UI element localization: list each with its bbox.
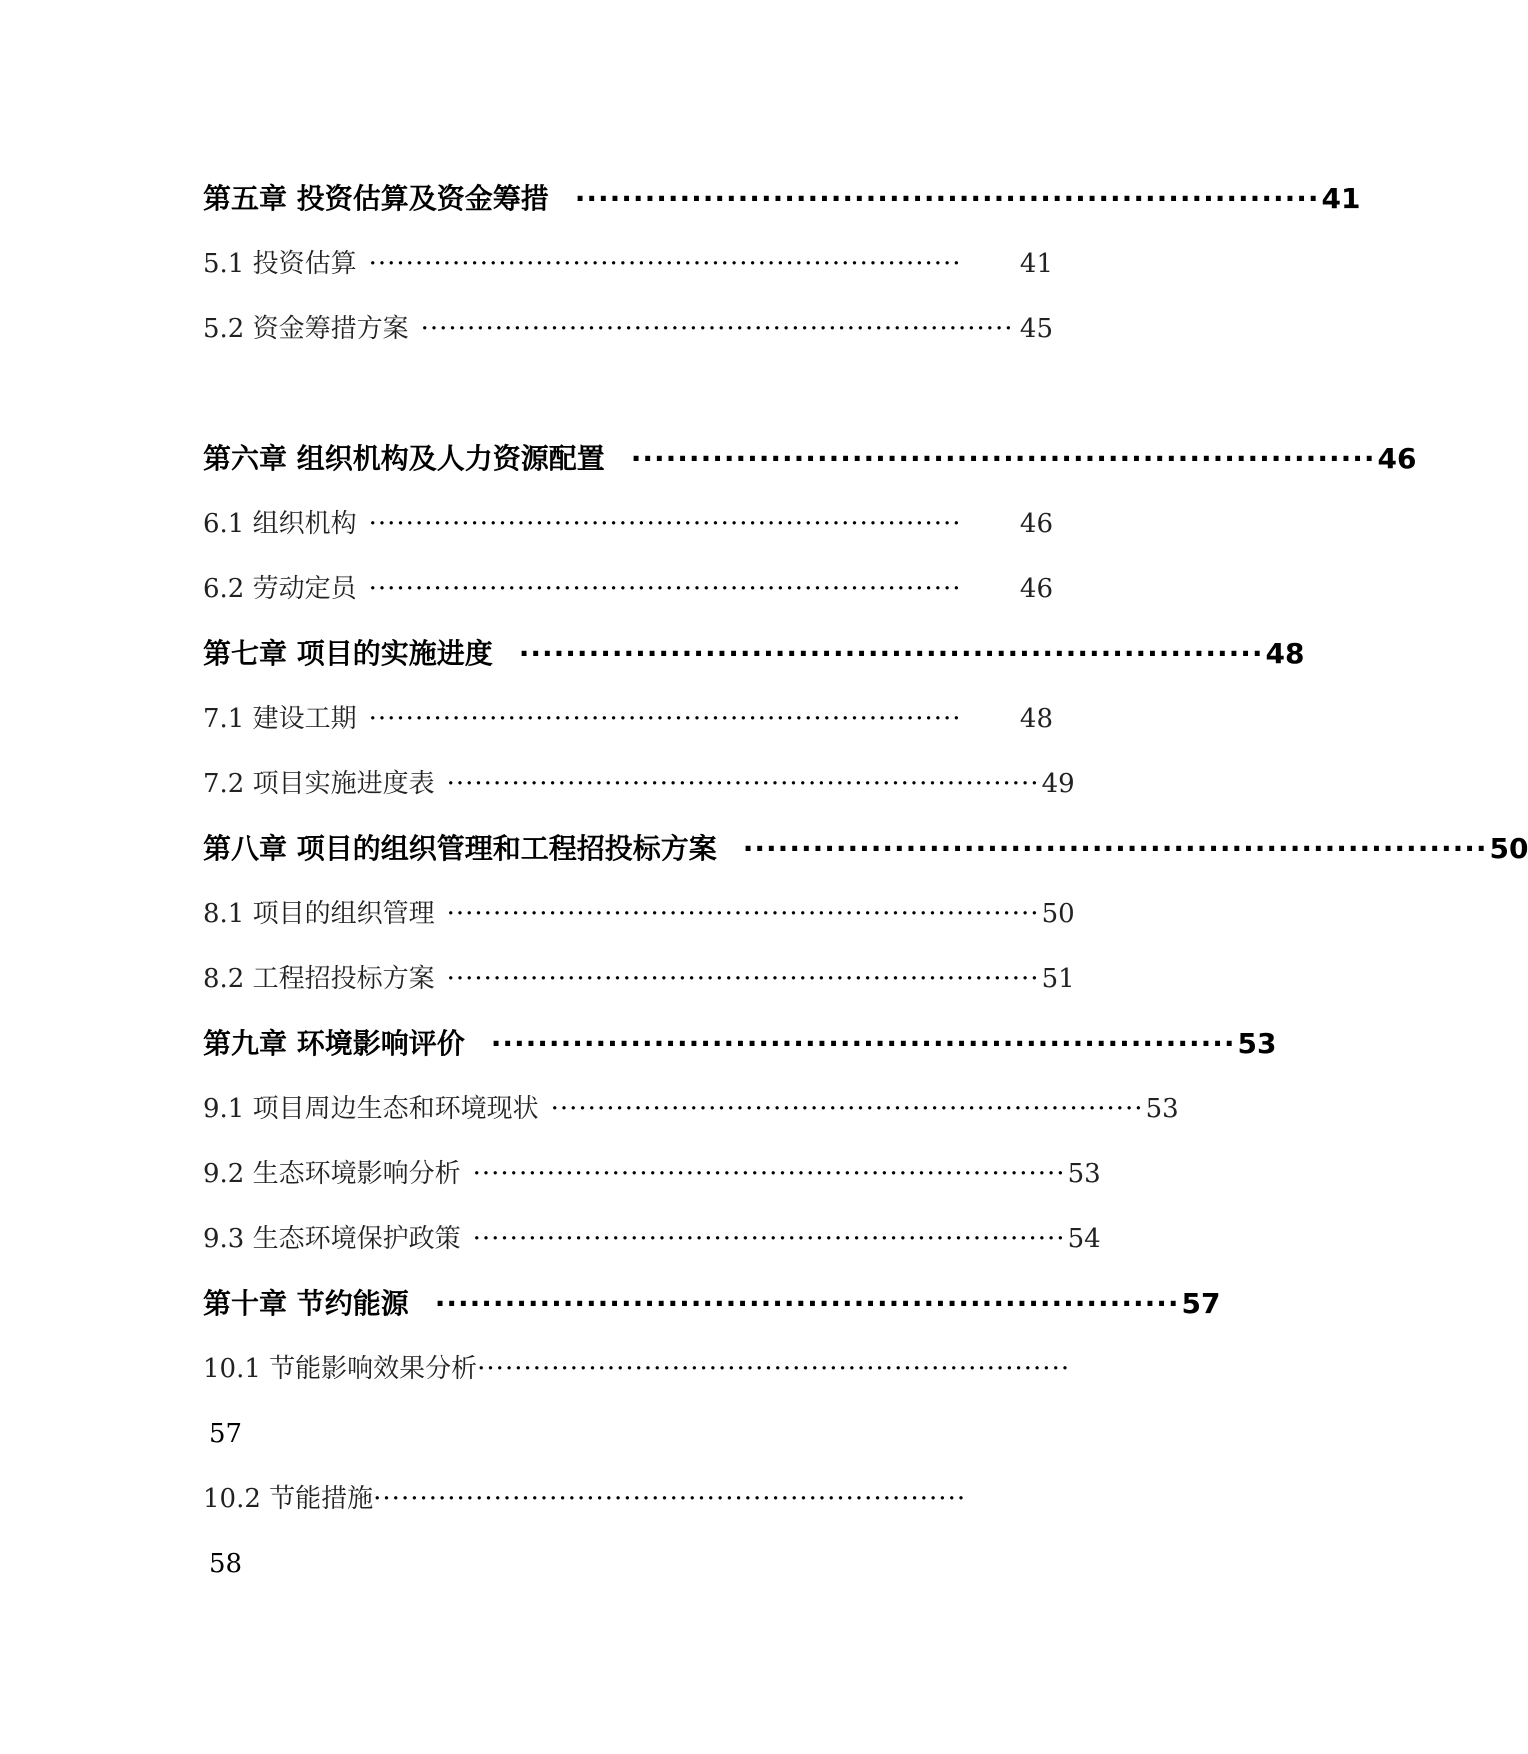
toc-entry-page: 45 xyxy=(1019,314,1053,344)
toc-entry-title: 第七章 项目的实施进度 xyxy=(203,637,493,670)
toc-section-10-1-page-line xyxy=(203,1385,1053,1450)
dot-leader: ································································ xyxy=(446,899,1040,929)
toc-entry-page: 50 xyxy=(1489,832,1528,865)
toc-entry-title: 9.1 项目周边生态和环境现状 xyxy=(203,1094,539,1124)
dot-leader: ································································ xyxy=(574,182,1320,215)
toc-section-9-3[interactable] xyxy=(203,1190,1101,1255)
toc-section-10-1[interactable] xyxy=(203,1320,1071,1385)
toc-entry-title: 7.2 项目实施进度表 xyxy=(203,769,435,799)
toc-entry-page: 46 xyxy=(1019,574,1053,604)
toc-entry-title: 8.2 工程招投标方案 xyxy=(203,964,435,994)
dot-leader: ································································ xyxy=(368,704,962,734)
dot-leader: ································································ xyxy=(368,574,962,604)
toc-entry-title: 10.2 节能措施 xyxy=(203,1484,374,1514)
dot-leader: ································································ xyxy=(518,637,1264,670)
dot-leader: ································································ xyxy=(368,509,962,539)
toc-entry-page: 54 xyxy=(1067,1224,1101,1254)
toc-entry-title: 9.2 生态环境影响分析 xyxy=(203,1159,461,1189)
dot-leader: ································································ xyxy=(630,442,1376,475)
toc-entry-page: 50 xyxy=(1041,899,1075,929)
dot-leader: ································································ xyxy=(368,249,962,279)
dot-leader: ································································ xyxy=(477,1354,1071,1384)
spacer xyxy=(203,345,1053,410)
toc-entry-title: 第十章 节约能源 xyxy=(203,1287,409,1320)
toc-entry-title: 6.1 组织机构 xyxy=(203,509,357,539)
toc-section-8-2[interactable] xyxy=(203,930,1075,995)
toc-entry-title: 6.2 劳动定员 xyxy=(203,574,357,604)
toc-entry-title: 第六章 组织机构及人力资源配置 xyxy=(203,442,605,475)
dot-leader: ································································ xyxy=(490,1027,1236,1060)
toc-entry-title: 第五章 投资估算及资金筹措 xyxy=(203,182,549,215)
toc-section-7-1[interactable] xyxy=(203,670,1053,735)
toc-entry-title: 8.1 项目的组织管理 xyxy=(203,899,435,929)
toc-chapter-5[interactable] xyxy=(203,150,1361,215)
toc-entry-title: 5.1 投资估算 xyxy=(203,249,357,279)
toc-entry-page: 49 xyxy=(1041,769,1075,799)
toc-entry-title: 第八章 项目的组织管理和工程招投标方案 xyxy=(203,832,717,865)
toc-entry-page: 58 xyxy=(209,1549,243,1579)
toc-entry-page: 53 xyxy=(1067,1159,1101,1189)
toc-entry-page: 51 xyxy=(1041,964,1075,994)
toc-chapter-9[interactable] xyxy=(203,995,1277,1060)
toc-chapter-6[interactable] xyxy=(203,410,1417,475)
toc-entry-page: 53 xyxy=(1145,1094,1179,1124)
toc-entry-page: 41 xyxy=(1321,182,1361,215)
toc-section-8-1[interactable] xyxy=(203,865,1075,930)
toc-entry-title: 5.2 资金筹措方案 xyxy=(203,314,409,344)
dot-leader: ································································ xyxy=(446,769,1040,799)
toc-entry-title: 9.3 生态环境保护政策 xyxy=(203,1224,461,1254)
dot-leader: ································································ xyxy=(373,1484,967,1514)
toc-section-5-2[interactable] xyxy=(203,280,1053,345)
toc-entry-title: 第九章 环境影响评价 xyxy=(203,1027,465,1060)
toc-entry-page: 57 xyxy=(1181,1287,1221,1320)
dot-leader: ································································ xyxy=(472,1224,1066,1254)
toc-entry-page: 57 xyxy=(209,1419,243,1449)
toc-entry-page: 53 xyxy=(1237,1027,1277,1060)
dot-leader: ································································ xyxy=(446,964,1040,994)
dot-leader: ································································ xyxy=(420,314,1014,344)
dot-leader: ································································ xyxy=(434,1287,1180,1320)
toc-entry-title: 7.1 建设工期 xyxy=(203,704,357,734)
toc-section-6-2[interactable] xyxy=(203,540,1053,605)
dot-leader: ································································ xyxy=(472,1159,1066,1189)
dot-leader: ································································ xyxy=(550,1094,1144,1124)
dot-leader: ································································ xyxy=(742,832,1488,865)
toc-entry-page: 48 xyxy=(1019,704,1053,734)
toc-section-7-2[interactable] xyxy=(203,735,1075,800)
toc-section-10-2[interactable] xyxy=(203,1450,1053,1515)
toc-section-10-2-page-line xyxy=(203,1515,1053,1580)
toc-section-6-1[interactable] xyxy=(203,475,1053,540)
toc-chapter-8[interactable] xyxy=(203,800,1528,865)
toc-entry-title: 10.1 节能影响效果分析 xyxy=(203,1354,478,1384)
toc-entry-page: 48 xyxy=(1265,637,1305,670)
toc-entry-page: 41 xyxy=(1019,249,1053,279)
toc-chapter-10[interactable] xyxy=(203,1255,1221,1320)
toc-section-9-2[interactable] xyxy=(203,1125,1101,1190)
toc-section-9-1[interactable] xyxy=(203,1060,1179,1125)
toc-entry-page: 46 xyxy=(1019,509,1053,539)
toc-chapter-7[interactable] xyxy=(203,605,1305,670)
toc-section-5-1[interactable] xyxy=(203,215,1053,280)
toc-entry-page: 46 xyxy=(1377,442,1417,475)
table-of-contents xyxy=(203,150,1528,1580)
